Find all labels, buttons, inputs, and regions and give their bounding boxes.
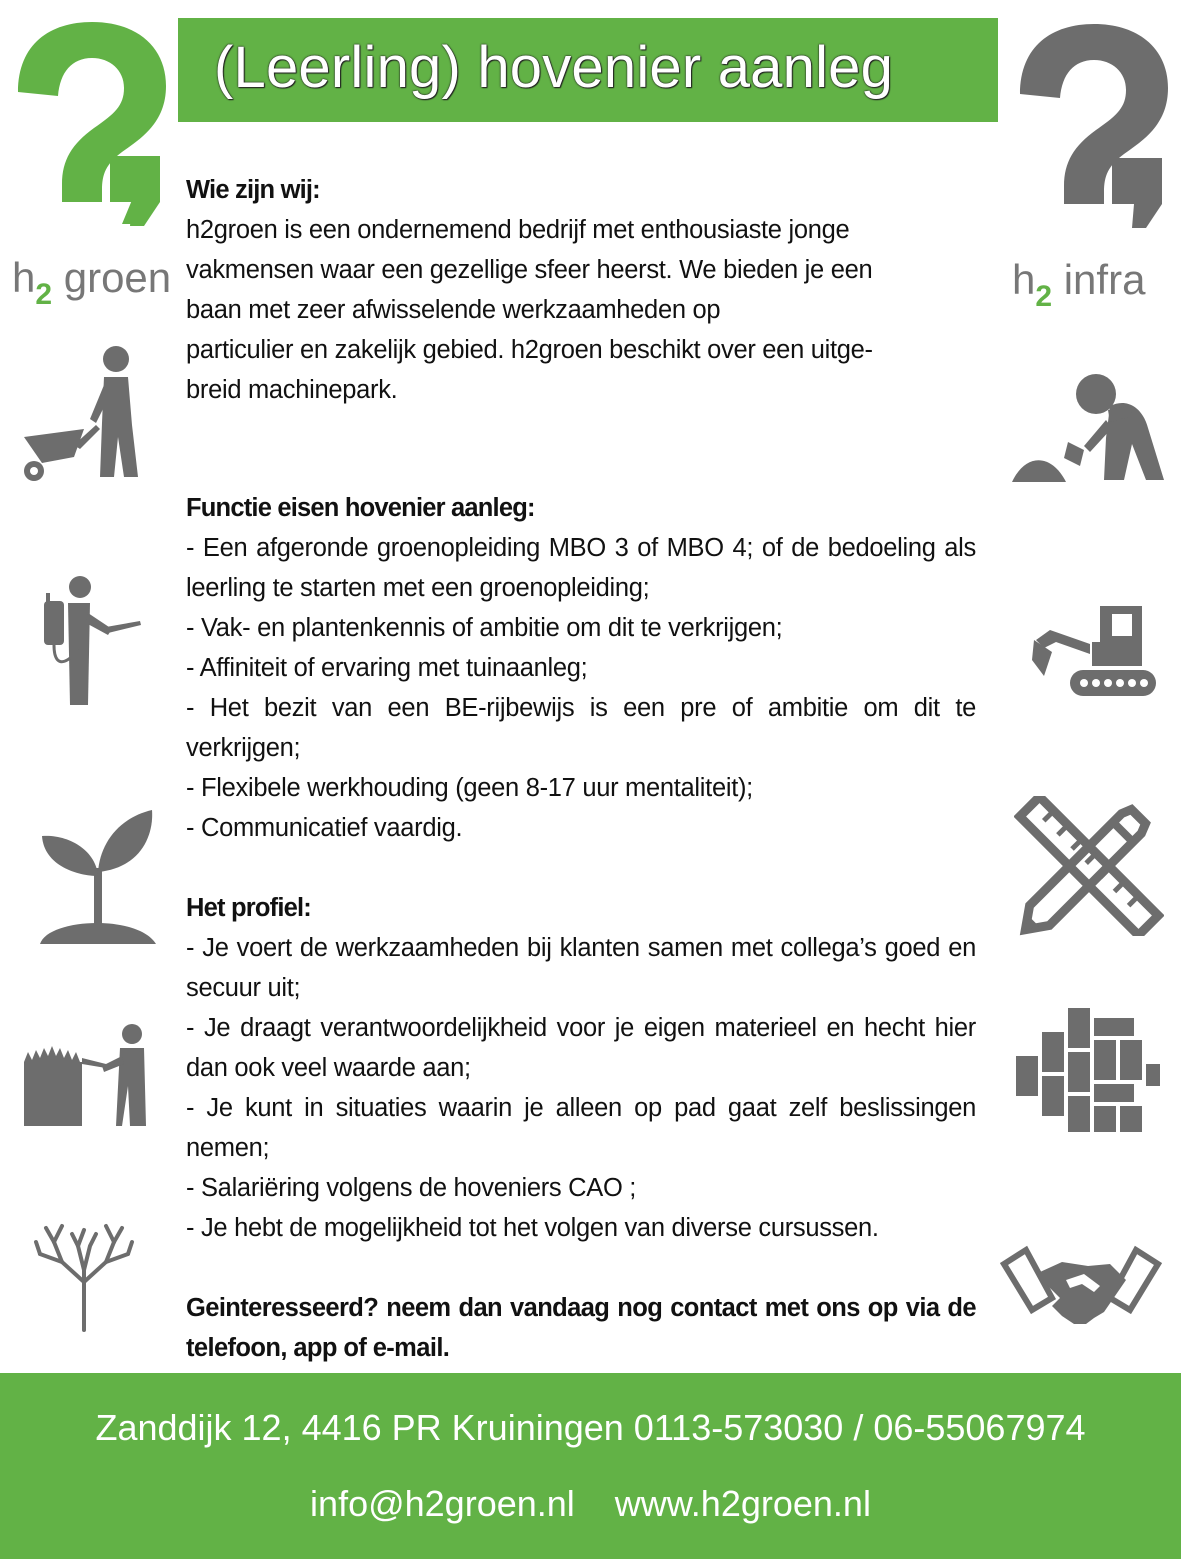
footer <box>0 1373 1181 1559</box>
sprayer-worker-icon <box>40 575 150 710</box>
h2-groen-logo-text: $h_2$ groen <box>12 254 172 311</box>
requirement-item: - Affiniteit of ervaring met tuinaanleg; <box>186 654 588 682</box>
handshake-icon <box>1000 1240 1162 1330</box>
footer-email[interactable]: info@h2groen.nl <box>310 1483 575 1524</box>
vacancy-content <box>186 170 976 1368</box>
requirements-title: Functie eisen hovenier aanleg: <box>186 494 535 522</box>
h2-infra-logo <box>1012 16 1172 313</box>
requirement-item: - Communicatief vaardig. <box>186 814 463 842</box>
h2-infra-logo-text: $h_2$ infra <box>1012 256 1146 313</box>
profile-item: - Je draagt verantwoordelijkheid voor je eigen materieel en hecht hier dan ook veel waarde aan; <box>186 1014 976 1082</box>
footer-contact <box>0 1483 1181 1525</box>
ruler-pencil-icon <box>1014 796 1164 936</box>
question-mark-gray-icon <box>1012 16 1172 236</box>
hedge-trimmer-icon <box>22 1022 152 1132</box>
page-title: (Leerling) hovenier aanleg <box>214 35 894 100</box>
title-banner <box>178 18 998 122</box>
profile-item: - Salariëring volgens de hoveniers CAO ; <box>186 1174 637 1202</box>
profile-item: - Je kunt in situaties waarin je alleen op pad gaat zelf beslissingen nemen; <box>186 1094 976 1162</box>
about-title: Wie zijn wij: <box>186 176 320 204</box>
profile-title: Het profiel: <box>186 894 311 922</box>
paving-bricks-icon <box>1012 1006 1162 1136</box>
excavator-icon <box>1030 600 1160 700</box>
wheelbarrow-worker-icon <box>20 345 150 485</box>
about-text <box>186 210 976 410</box>
requirement-item: - Het bezit van een BE-rijbewijs is een pre of ambitie om dit te verkrijgen; <box>186 694 976 762</box>
footer-website[interactable]: www.h2groen.nl <box>614 1483 871 1524</box>
footer-address: Zanddijk 12, 4416 PR Kruiningen 0113-573030 / 06-55067974 <box>95 1407 1086 1448</box>
about-line: h2groen is een ondernemend bedrijf met enthousiaste jonge <box>186 216 850 244</box>
about-line: vakmensen waar een gezellige sfeer heerst. We bieden je een <box>186 256 873 284</box>
requirement-item: - Vak- en plantenkennis of ambitie om dit te verkrijgen; <box>186 614 783 642</box>
digging-worker-icon <box>1008 372 1168 487</box>
profile-item: - Je voert de werkzaamheden bij klanten samen met collega’s goed en secuur uit; <box>186 934 976 1002</box>
h2-groen-logo <box>10 14 172 311</box>
profile-item: - Je hebt de mogelijkheid tot het volgen van diverse cursussen. <box>186 1214 879 1242</box>
sprout-icon <box>38 806 158 946</box>
about-line: baan met zeer afwisselende werkzaamheden op <box>186 296 721 324</box>
about-line: particulier en zakelijk gebied. h2groen beschikt over een uitge- <box>186 336 873 364</box>
call-to-action: Geinteresseerd? neem dan vandaag nog contact met ons op via de telefoon, app of e-mail. <box>186 1294 976 1362</box>
requirement-item: - Een afgeronde groenopleiding MBO 3 of MBO 4; of de bedoeling als leerling te starten met een groenopleiding; <box>186 534 976 602</box>
requirement-item: - Flexibele werkhouding (geen 8-17 uur mentaliteit); <box>186 774 753 802</box>
bare-tree-icon <box>32 1212 137 1332</box>
about-line: breid machinepark. <box>186 376 398 404</box>
question-mark-green-icon <box>10 14 170 234</box>
